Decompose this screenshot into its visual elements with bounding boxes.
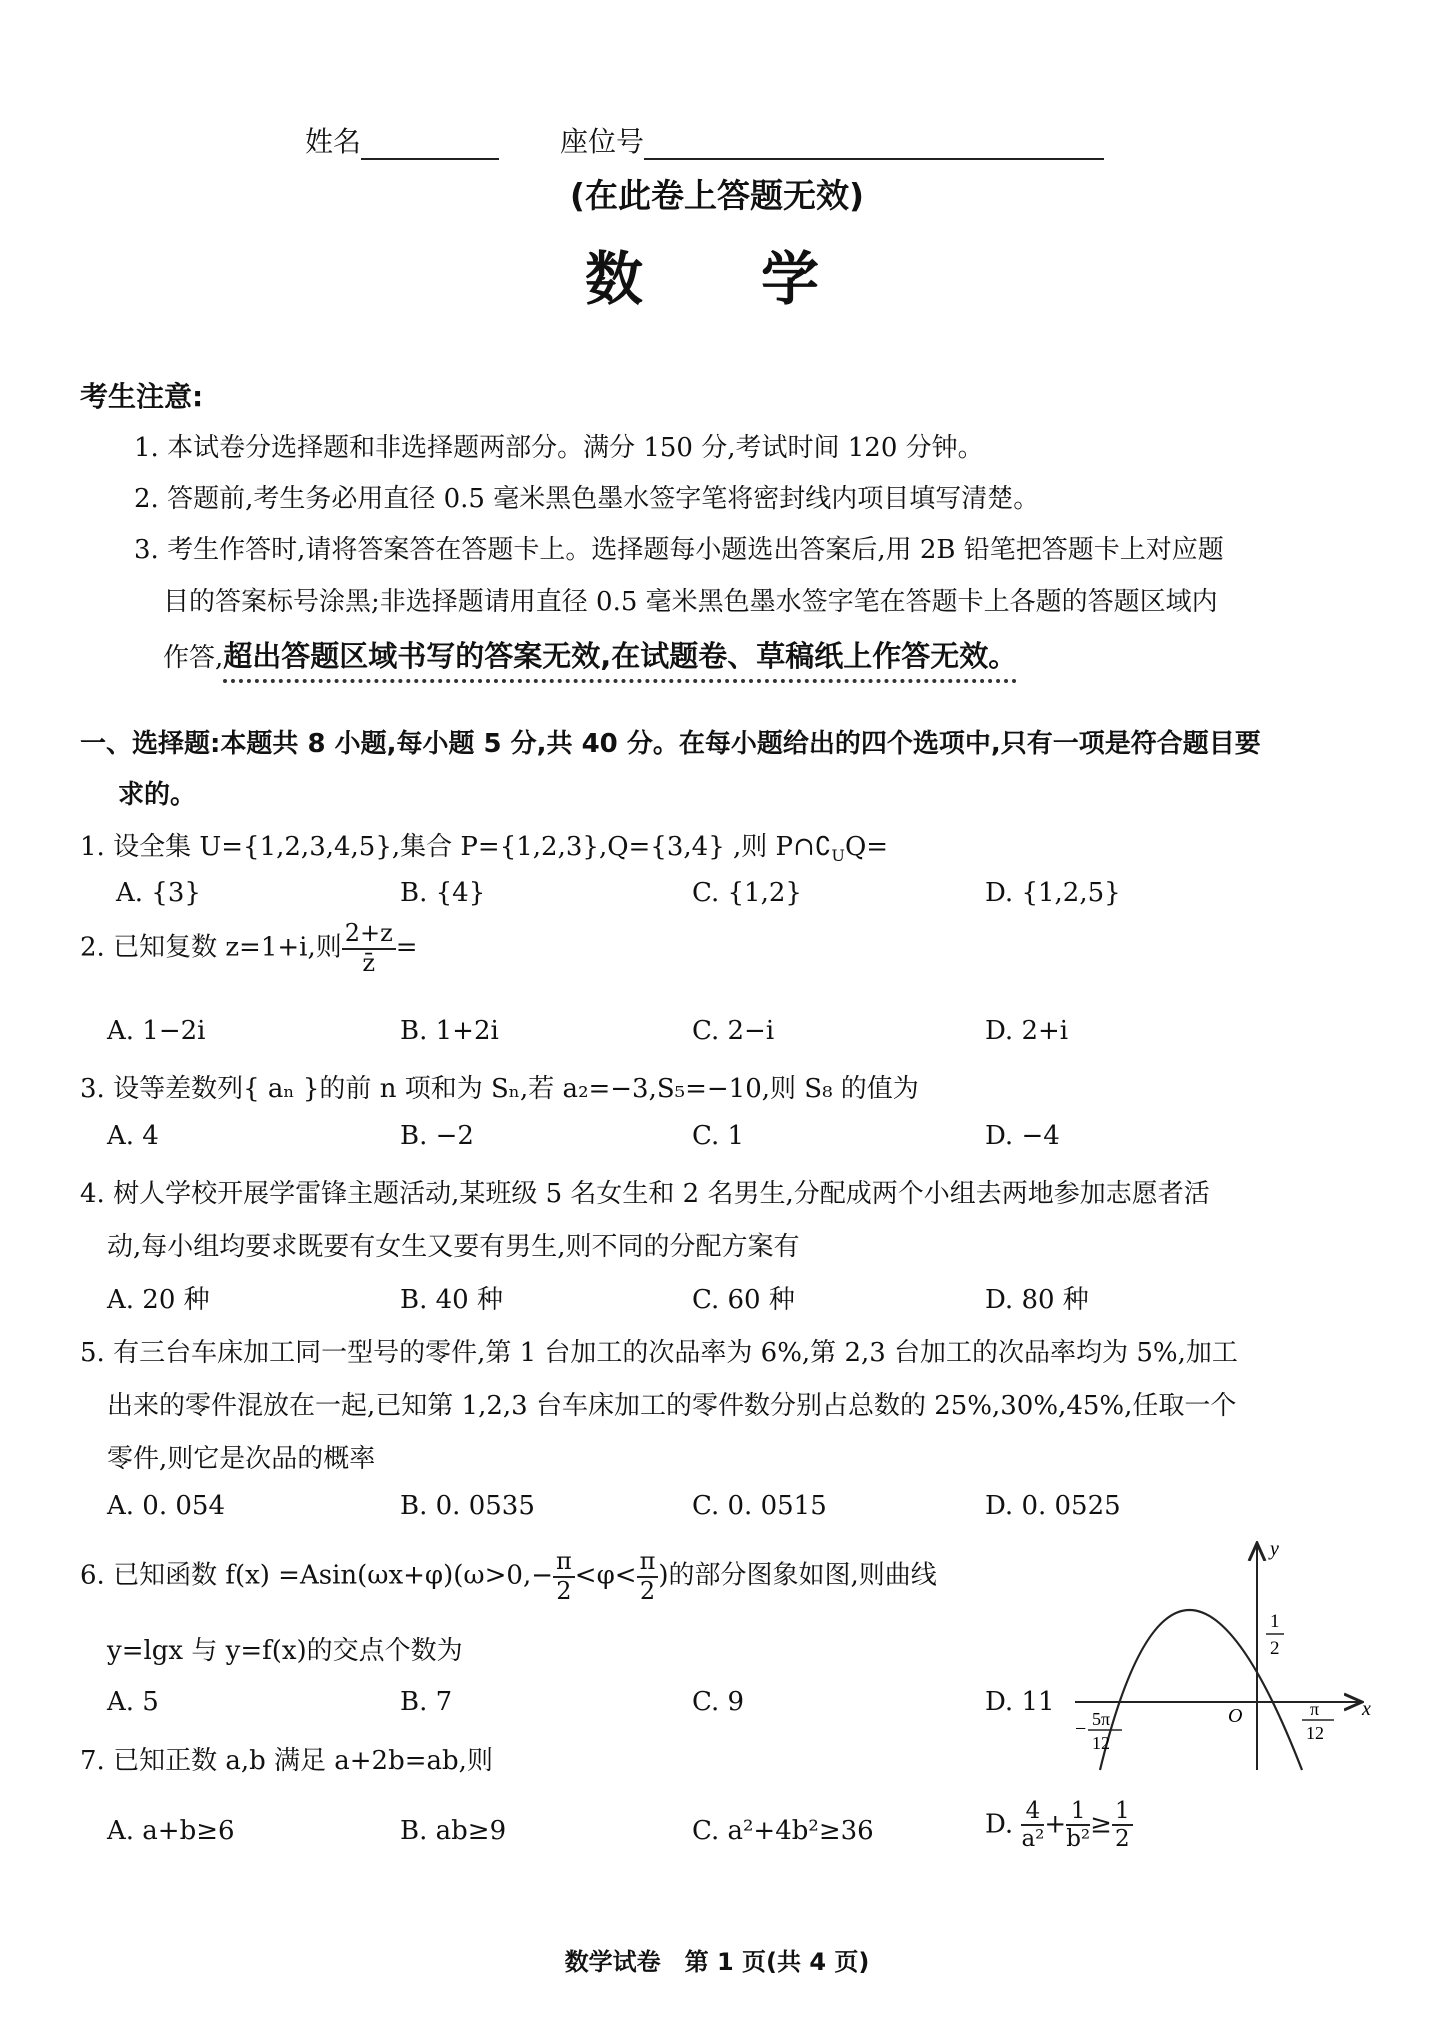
q2-numerator: 2+z <box>342 920 396 950</box>
q6-tail: )的部分图象如图,则曲线 <box>658 1560 937 1591</box>
notice-item-3-cont: 目的答案标号涂黑;非选择题请用直径 0.5 毫米黑色墨水签字笔在答题卡上各题的答题区域内 <box>163 587 1218 617</box>
question-6 <box>80 1548 937 1605</box>
left-root-den: 12 <box>1092 1733 1110 1753</box>
question-4: 4. 树人学校开展学雷锋主题活动,某班级 5 名女生和 2 名男生,分配成两个小组去两地参加志愿者活 <box>80 1179 1210 1209</box>
q6-option-a: A. 5 <box>107 1687 159 1717</box>
notice-heading: 考生注意: <box>80 380 204 413</box>
q7-d-frac1-num: 4 <box>1021 1798 1044 1826</box>
question-4-cont: 动,每小组均要求既要有女生又要有男生,则不同的分配方案有 <box>107 1232 800 1262</box>
left-root-num: 5π <box>1092 1709 1111 1729</box>
q1-tail: Q= <box>844 832 889 862</box>
q1-option-b: B. {4} <box>400 878 486 908</box>
q2-option-c: C. 2−i <box>692 1016 775 1046</box>
q1-option-c: C. {1,2} <box>692 878 802 908</box>
q1-body: U={1,2,3,4,5},集合 P={1,2,3},Q={3,4} ,则 P∩∁ <box>199 832 832 862</box>
q6-frac1-num: π <box>553 1548 575 1578</box>
q3-option-b: B. −2 <box>400 1121 474 1151</box>
q2-option-a: A. 1−2i <box>107 1016 206 1046</box>
q2-denominator: z̄ <box>362 948 376 977</box>
seat-label: 座位号 <box>560 125 645 158</box>
y-mark-den: 2 <box>1270 1638 1280 1659</box>
q3-option-c: C. 1 <box>692 1121 745 1151</box>
q7-d-frac2-den: b² <box>1066 1826 1091 1853</box>
function-graph <box>1070 1530 1380 1780</box>
invalid-note: (在此卷上答题无效) <box>569 176 865 215</box>
notice-item-2: 2. 答题前,考生务必用直径 0.5 毫米黑色墨水签字笔将密封线内项目填写清楚。 <box>134 484 1040 514</box>
page-footer: 数学试卷 第 1 页(共 4 页) <box>564 1948 870 1976</box>
question-1 <box>80 826 888 865</box>
q5-option-b: B. 0. 0535 <box>400 1491 535 1521</box>
q6-option-c: C. 9 <box>692 1687 745 1717</box>
question-2 <box>80 920 418 977</box>
q7-d-frac1-den: a² <box>1021 1826 1045 1853</box>
q4-option-b: B. 40 种 <box>400 1285 503 1315</box>
question-7: 7. 已知正数 a,b 满足 a+2b=ab,则 <box>80 1746 493 1776</box>
q2-tail: = <box>395 932 418 963</box>
notice-item-1: 1. 本试卷分选择题和非选择题两部分。满分 150 分,考试时间 120 分钟。 <box>134 433 984 463</box>
q6-frac2-num: π <box>637 1548 659 1578</box>
seat-field <box>560 120 1104 160</box>
q3-option-a: A. 4 <box>107 1121 159 1151</box>
name-label: 姓名 <box>305 125 362 158</box>
q2-pre: 2. 已知复数 z=1+i,则 <box>80 932 342 963</box>
section-title: 一、选择题:本题共 8 小题,每小题 5 分,共 40 分。在每小题给出的四个选项中,只有一项是符合题目要 <box>80 729 1261 759</box>
question-5-cont: 出来的零件混放在一起,已知第 1,2,3 台车床加工的零件数分别占总数的 25%,30%,45%,任取一个 <box>107 1391 1237 1421</box>
q7-d-plus: + <box>1044 1809 1067 1840</box>
q5-option-a: A. 0. 054 <box>107 1491 226 1521</box>
q1-pre: 1. 设全集 <box>80 832 200 862</box>
q7-option-a: A. a+b≥6 <box>107 1816 235 1846</box>
name-field <box>305 120 499 160</box>
q7-option-c: C. a²+4b²≥36 <box>692 1816 874 1846</box>
q5-option-d: D. 0. 0525 <box>985 1491 1121 1521</box>
notice-item-3-end-text: 作答, <box>163 643 224 673</box>
seat-blank <box>644 132 1104 160</box>
section-title-cont: 求的。 <box>118 780 197 810</box>
q1-option-d: D. {1,2,5} <box>985 878 1121 908</box>
left-root-sign: − <box>1075 1718 1087 1740</box>
y-mark-num: 1 <box>1270 1611 1280 1632</box>
right-root-den: 12 <box>1306 1723 1324 1743</box>
question-6-cont: y=lgx 与 y=f(x)的交点个数为 <box>107 1636 463 1666</box>
question-5-end: 零件,则它是次品的概率 <box>107 1444 376 1474</box>
question-3: 3. 设等差数列{ aₙ }的前 n 项和为 Sₙ,若 a₂=−3,S₅=−10,则 S₈ 的值为 <box>80 1074 919 1104</box>
page-title: 数 学 <box>584 245 849 313</box>
q7-d-frac2-num: 1 <box>1066 1798 1090 1826</box>
q4-option-d: D. 80 种 <box>985 1285 1089 1315</box>
q7-d-frac3-num: 1 <box>1112 1798 1133 1826</box>
q6-frac2-den: 2 <box>639 1576 656 1605</box>
notice-item-3: 3. 考生作答时,请将答案答在答题卡上。选择题每小题选出答案后,用 2B 铅笔把答题卡上对应题 <box>134 535 1224 565</box>
notice-item-3-end <box>163 634 1017 675</box>
x-axis-label: x <box>1362 1698 1371 1720</box>
q6-frac1-den: 2 <box>556 1576 572 1605</box>
q6-option-d: D. 11 <box>985 1687 1055 1717</box>
q1-option-a: A. {3} <box>116 878 201 908</box>
q6-mid: <φ< <box>574 1560 637 1591</box>
q7-d-label: D. <box>985 1809 1014 1840</box>
q5-option-c: C. 0. 0515 <box>692 1491 827 1521</box>
y-axis-label: y <box>1270 1538 1279 1560</box>
notice-emphasis: 超出答题区域书写的答案无效,在试题卷、草稿纸上作答无效。 <box>223 639 1017 683</box>
q7-d-frac3-den: 2 <box>1114 1826 1130 1853</box>
q6-option-b: B. 7 <box>400 1687 453 1717</box>
q7-d-ge: ≥ <box>1090 1809 1112 1840</box>
q4-option-a: A. 20 种 <box>107 1285 210 1315</box>
q2-option-d: D. 2+i <box>985 1016 1069 1046</box>
q3-option-d: D. −4 <box>985 1121 1060 1151</box>
question-5: 5. 有三台车床加工同一型号的零件,第 1 台加工的次品率为 6%,第 2,3 台加工的次品率均为 5%,加工 <box>80 1338 1238 1368</box>
q7-option-b: B. ab≥9 <box>400 1816 507 1846</box>
q1-sub: U <box>831 846 845 866</box>
q4-option-c: C. 60 种 <box>692 1285 795 1315</box>
q7-option-d <box>985 1798 1133 1853</box>
q2-option-b: B. 1+2i <box>400 1016 499 1046</box>
q6-pre: 6. 已知函数 f(x) =Asin(ωx+φ)(ω>0,− <box>80 1560 554 1591</box>
name-blank <box>361 132 499 160</box>
right-root-num: π <box>1310 1699 1320 1719</box>
origin-label: O <box>1228 1705 1243 1727</box>
